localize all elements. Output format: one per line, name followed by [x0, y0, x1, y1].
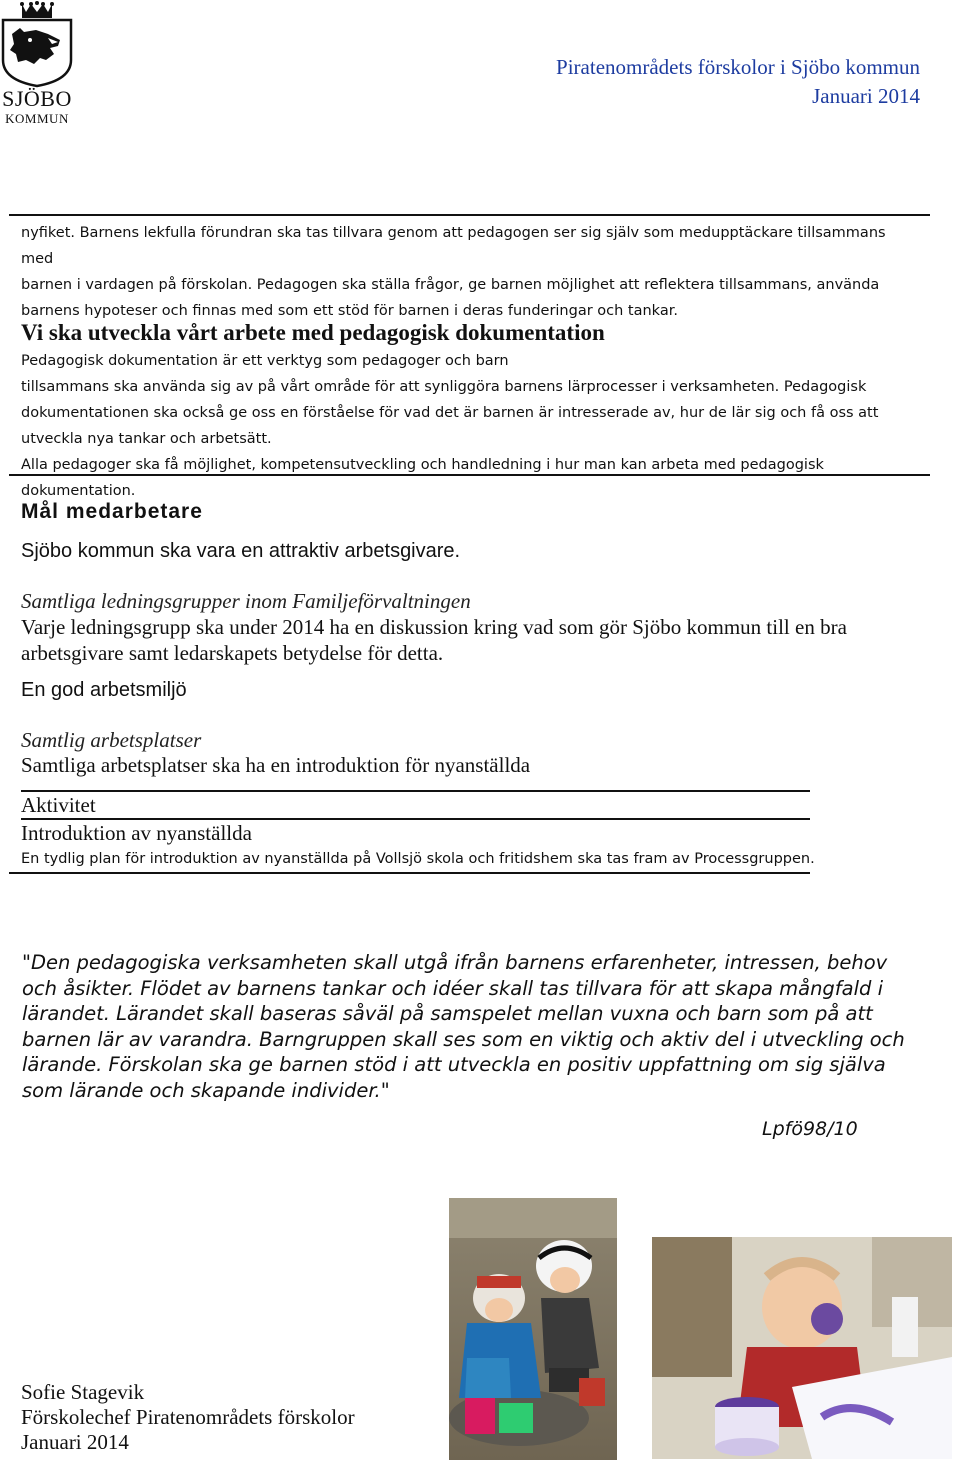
- intro-line: barnen i vardagen på förskolan. Pedagogen ska ställa frågor, ge barnen möjlighet att reflektera tillsammans, använda: [21, 277, 880, 293]
- staff-goal-1: Sjöbo kommun ska vara en attraktiv arbetsgivare.: [21, 540, 461, 562]
- intro-line: barnens hypoteser och finnas med som ett stöd för barnen i deras funderingar och tankar.: [21, 303, 678, 319]
- responsible-1: Samtliga ledningsgrupper inom Familjeförvaltningen: [21, 589, 471, 613]
- signature-date: Januari 2014: [21, 1430, 129, 1454]
- logo-text-line1: SJÖBO: [2, 86, 72, 111]
- activity-name: Introduktion av nyanställda: [21, 821, 252, 845]
- header-divider: [9, 214, 930, 216]
- activity-mid-rule: [21, 818, 810, 820]
- documentation-line: utveckla nya tankar och arbetsätt.: [21, 431, 272, 447]
- child-painting-photo: [652, 1237, 952, 1459]
- logo-text-line2: KOMMUN: [5, 111, 69, 126]
- documentation-line: tillsammans ska använda sig av på vårt område för att synliggöra barnens lärprocesser i verksamheten. Pedagogisk: [21, 379, 867, 395]
- sjobo-logo: [0, 0, 74, 128]
- responsible-2: Samtlig arbetsplatser: [21, 728, 202, 752]
- goal-2-text: Samtliga arbetsplatser ska ha en introduktion för nyanställda: [21, 753, 531, 777]
- staff-goal-2: En god arbetsmiljö: [21, 679, 187, 701]
- children-playing-photo: [449, 1198, 617, 1460]
- signature-title: Förskolechef Piratenområdets förskolor: [21, 1405, 355, 1429]
- activity-top-rule: [21, 790, 810, 792]
- goal-1-text: Varje ledningsgrupp ska under 2014 ha en diskussion kring vad som gör Sjöbo kommun till en bra arbetsgivare samt ledarskapets betydelse för detta.: [21, 615, 847, 665]
- documentation-heading: Vi ska utveckla vårt arbete med pedagogisk dokumentation: [21, 320, 605, 345]
- staff-goals-heading: Mål medarbetare: [21, 500, 203, 523]
- activity-description: En tydlig plan för introduktion av nyanställda på Vollsjö skola och fritidshem ska tas fram av Processgruppen.: [21, 851, 815, 867]
- quote-source: Lpfö98/10: [762, 1118, 858, 1140]
- curriculum-quote: "Den pedagogiska verksamheten skall utgå ifrån barnens erfarenheter, intressen, behov och åsikter. Flödet av barnens tankar och idéer skall tas tillvara för att skapa mångfald i lärandet. Lärandet skall baseras såväl på samspelet mellan vuxna och barn som på att barnen lär av varandra. Barngruppen skall ses som en viktig och aktiv del i utveckling och lärande. Förskolan ska ge barnen stöd i att utveckla en positiv uppfattning om sig själva som lärande och skapande individer.": [22, 951, 905, 1102]
- activity-bottom-rule: [9, 872, 810, 874]
- intro-paragraph: [21, 220, 921, 324]
- signature-name: Sofie Stagevik: [21, 1380, 145, 1404]
- header-date: Januari 2014: [812, 84, 920, 108]
- section-divider: [9, 474, 930, 476]
- documentation-line: Pedagogisk dokumentation är ett verktyg som pedagoger och barn: [21, 353, 509, 369]
- intro-line: nyfiket. Barnens lekfulla förundran ska tas tillvara genom att pedagogen ser sig själv som medupptäckare tillsammans med: [21, 225, 886, 267]
- header-org-name: Piratenområdets förskolor i Sjöbo kommun: [556, 55, 920, 79]
- activity-label: Aktivitet: [21, 793, 96, 817]
- documentation-line: Alla pedagoger ska få möjlighet, kompetensutveckling och handledning i hur man kan arbeta med pedagogisk dokumentation.: [21, 457, 824, 499]
- documentation-line: dokumentationen ska också ge oss en förståelse för vad det är barnen är intresserade av, hur de lär sig och få oss att: [21, 405, 879, 421]
- documentation-paragraph: [21, 348, 921, 504]
